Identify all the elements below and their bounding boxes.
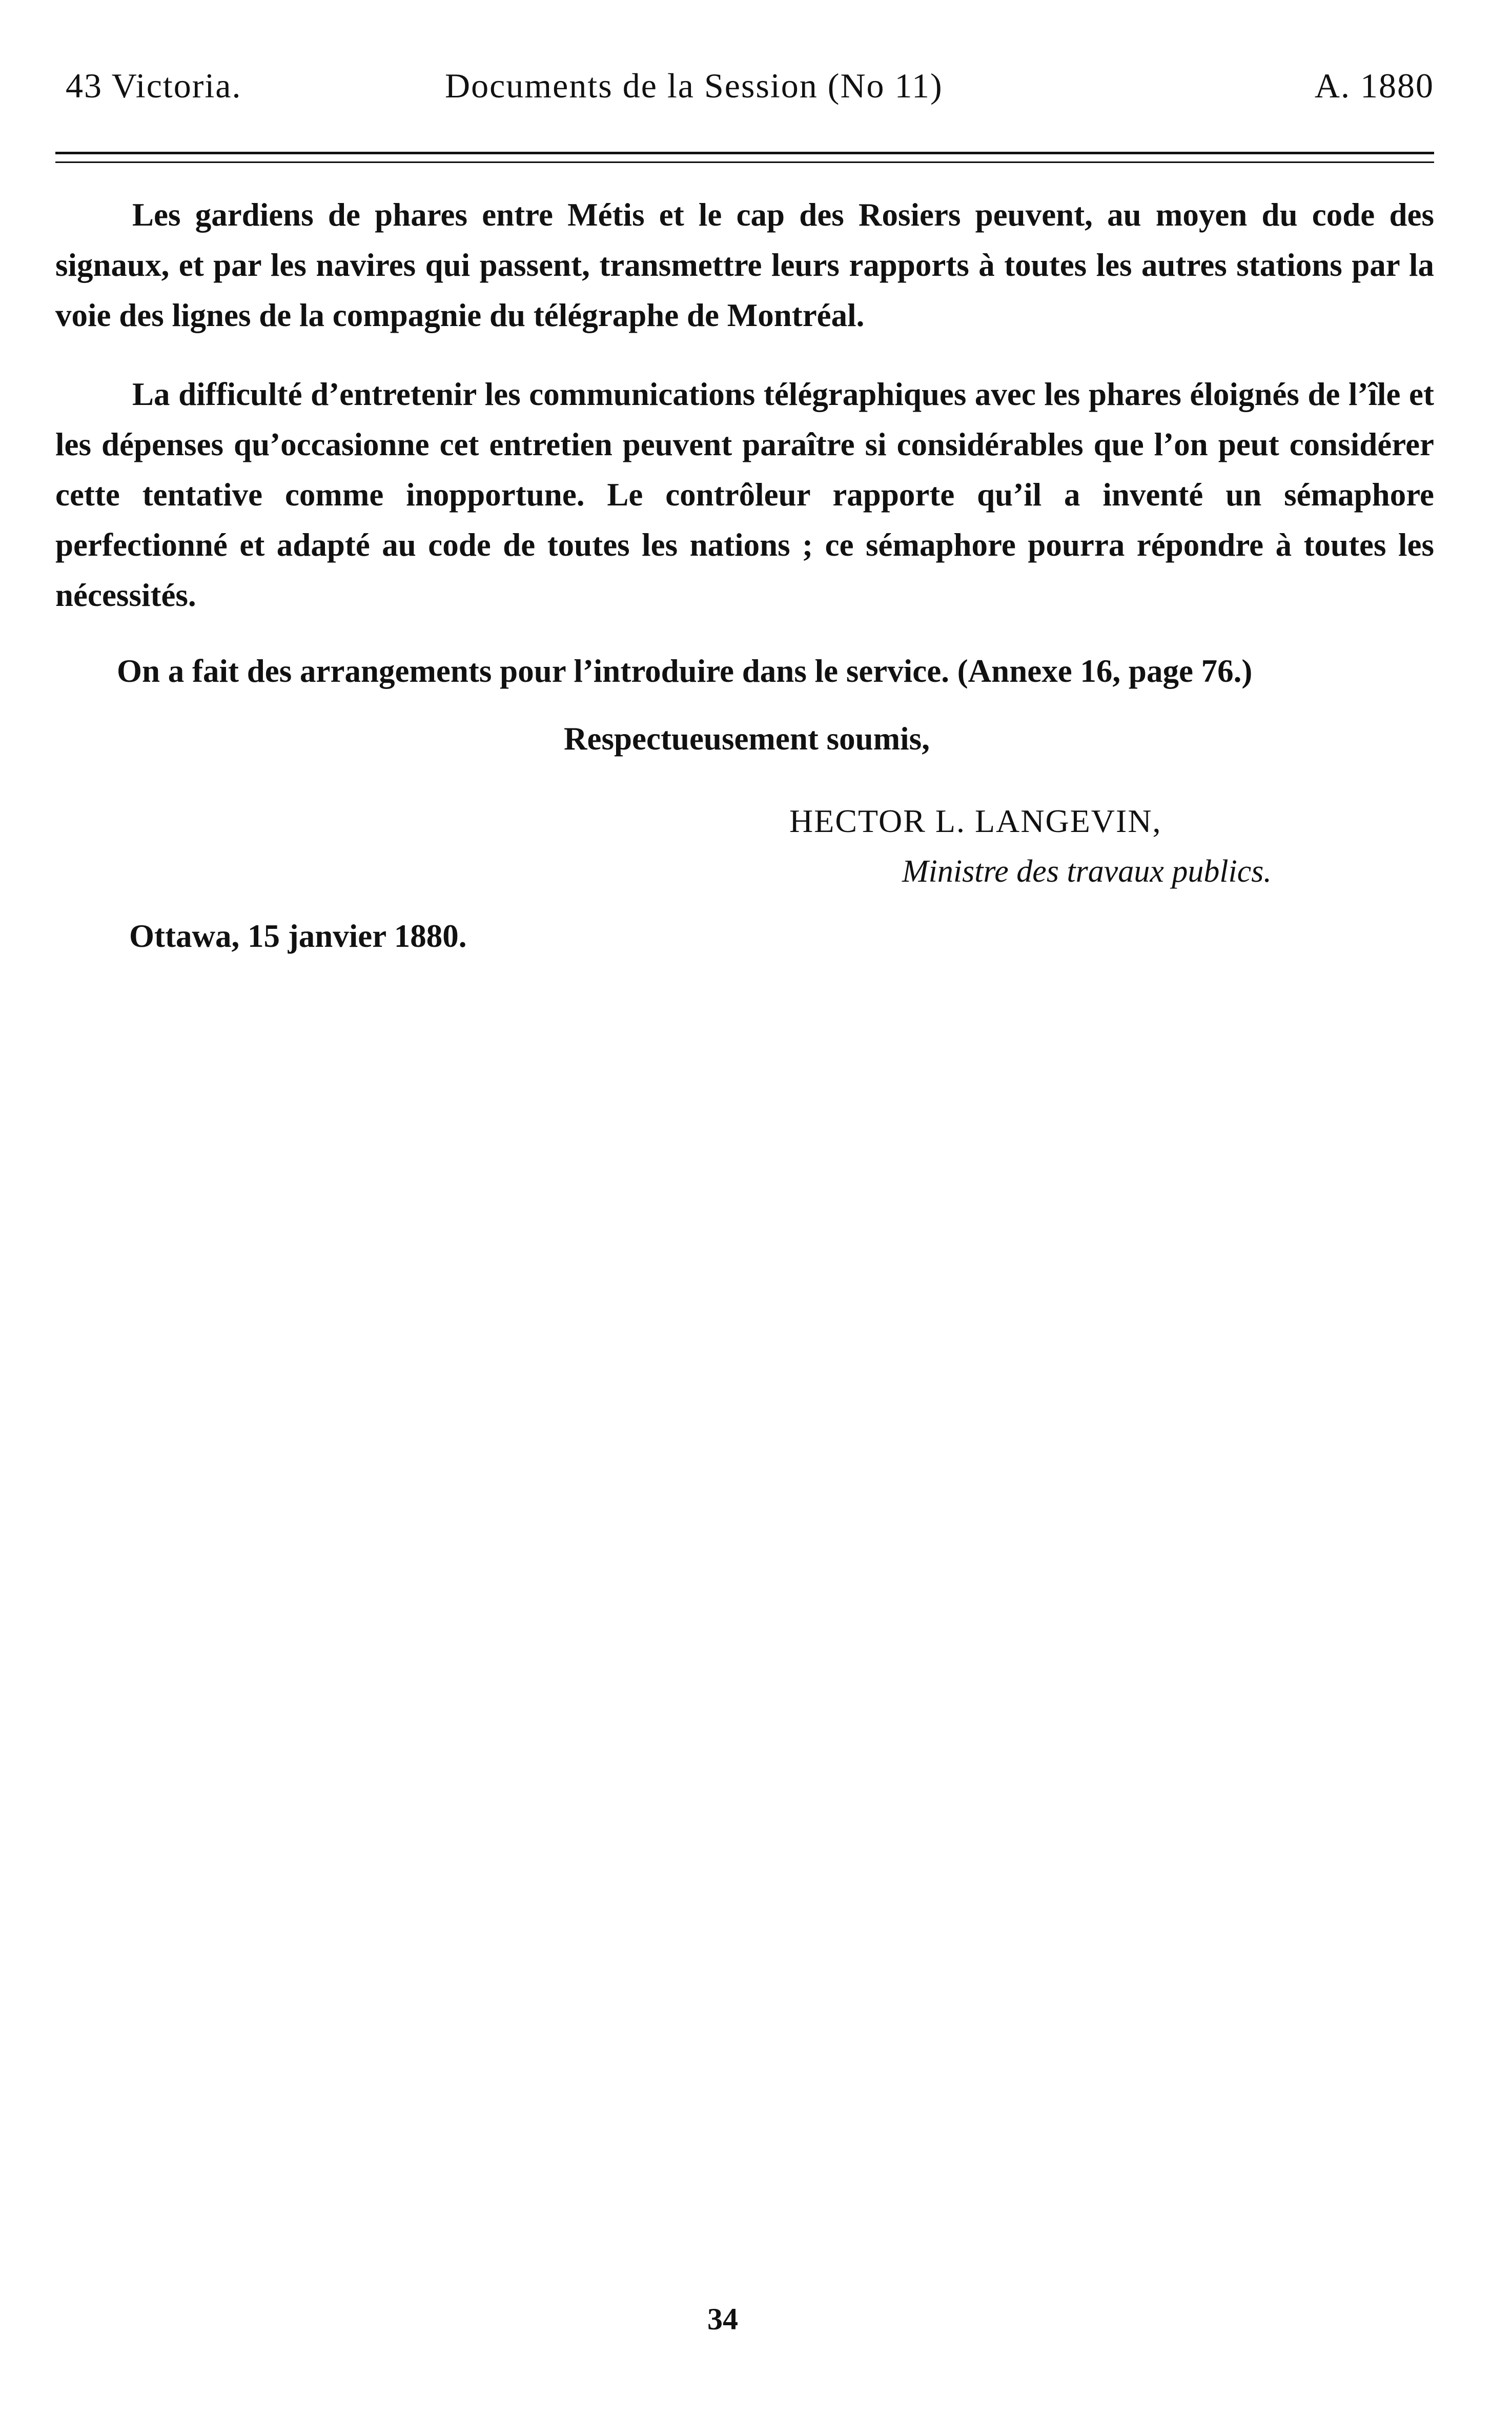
dateline: Ottawa, 15 janvier 1880. — [129, 918, 467, 954]
header-document-title: Documents de la Session (No 11) — [445, 66, 943, 105]
paragraph-semaphore: La difficulté d’entretenir les communications télégraphiques avec les phares éloignés de l’île et les dépenses qu’occasionne cet entretien peuvent paraître si considérables que l’on peut considérer cette tentative comme inopportune. Le contrôleur rapporte qu’il a inventé un sémaphore perfectionné et adapté au code de toutes les nations ; ce sémaphore pourra répondre à toutes les nécessités. — [55, 376, 1434, 613]
paragraph-signal-code: Les gardiens de phares entre Métis et le cap des Rosiers peuvent, au moyen du code des signaux, et par les navires qui passent, transmettre leurs rapports à toutes les autres stations par la voie des lignes de la compagnie du télégraphe de Montréal. — [55, 197, 1434, 333]
header-rule-top — [55, 152, 1434, 154]
closing-salutation: Respectueusement soumis, — [564, 721, 930, 757]
header-session-year: 43 Victoria. — [66, 66, 242, 105]
paragraph-arrangements: On a fait des arrangements pour l’introduire dans le service. (Annexe 16, page 76.) — [117, 653, 1253, 689]
header-rule-bottom — [55, 161, 1434, 163]
page-number: 34 — [707, 2302, 738, 2336]
header-volume-year: A. 1880 — [1314, 66, 1434, 105]
page-header — [55, 66, 1439, 112]
signer-name: HECTOR L. LANGEVIN, — [789, 803, 1162, 839]
signer-title: Ministre des travaux publics. — [902, 854, 1272, 889]
